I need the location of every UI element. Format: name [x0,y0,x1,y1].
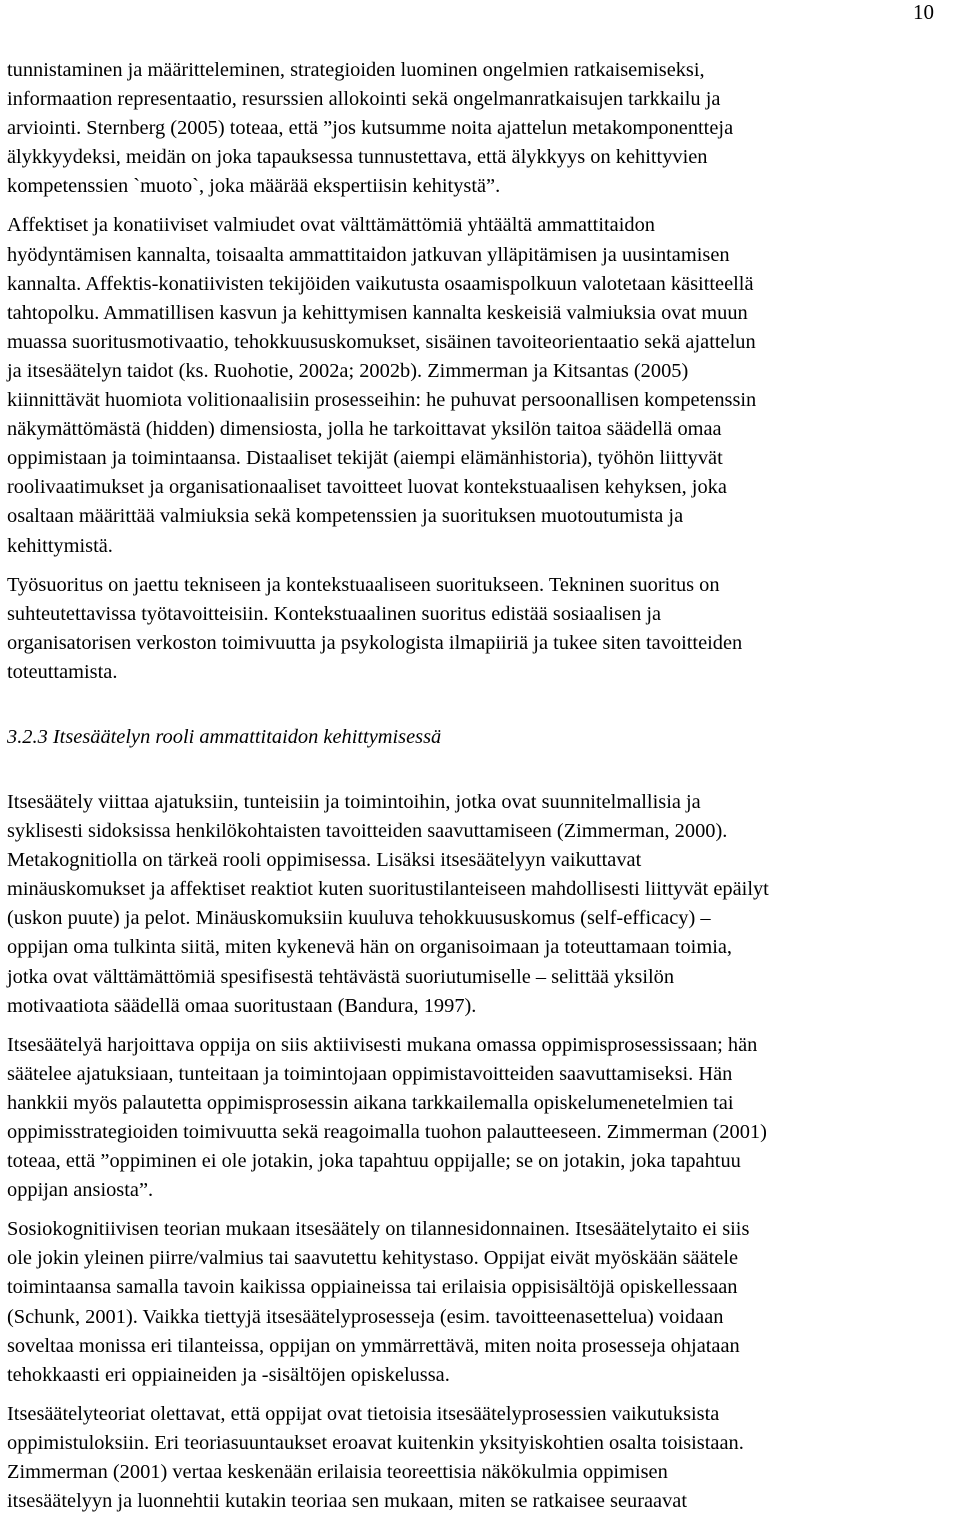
paragraph: Itsesäätelyä harjoittava oppija on siis aktiivisesti mukana omassa oppimisprosessissaan; hän säätelee ajatuksiaan, tunteitaan ja toimintojaan oppimistavoitteiden saavuttamiseksi. Hän hankkii myös palautetta oppimisprosessin aikana tarkkailemalla opiskelumenetelmien tai oppimisstrategioiden toimivuutta sekä reagoimalla tuohon palautteeseen. Zimmerman (2001) toteaa, että ”oppiminen ei ole jotakin, joka tapahtuu oppijalle; se on jotakin, joka tapahtuu oppijan ansiosta”. [7,1033,767,1202]
paragraph: tunnistaminen ja määritteleminen, strategioiden luominen ongelmien ratkaisemiseksi, informaation representaatio, resurssien allokointi sekä ongelmanratkaisujen tarkkailu ja arviointi. Sternberg (2005) toteaa, että ”jos kutsumme noita ajattelun metakomponentteja älykkyydeksi, meidän on joka tapauksessa tunnustettava, että älykkyys on kehittyvien kompetenssien `muoto`, joka määrää ekspertiisin kehitystä”. [7,59,734,198]
paragraph: Sosiokognitiivisen teorian mukaan itsesäätely on tilannesidonnainen. Itsesäätelytaito ei siis ole jokin yleinen piirre/valmius tai saavutettu kehitystaso. Oppijat eivät myöskään säätele toimintaansa samalla tavoin kaikissa oppiaineissa tai erilaisia oppisisältöjä opiskellessaan (Schunk, 2001). Vaikka tiettyjä itsesäätelyprosesseja (esim. tavoitteenasettelua) voidaan soveltaa monissa eri tilanteissa, oppijan on ymmärrettävä, miten noita prosesseja ohjataan tehokkaasti eri oppiaineiden ja -sisältöjen opiskelussa. [7,1218,750,1386]
document-body [7,56,959,1516]
page-number: 10 [913,0,934,24]
paragraph: Itsesäätelyteoriat olettavat, että oppijat ovat tietoisia itsesäätelyprosessien vaikutuksista oppimistuloksiin. Eri teoriasuuntaukset eroavat kuitenkin yksityiskohtien osalta toisistaan. Zimmerman (2001) vertaa keskenään erilaisia teoreettisia näkökulmia oppimisen itsesäätelyyn ja luonnehtii kutakin teoriaa sen mukaan, miten se ratkaisee seuraavat [7,1402,744,1513]
paragraph: Itsesäätely viittaa ajatuksiin, tunteisiin ja toimintoihin, jotka ovat suunnitelmallisia ja syklisesti sidoksissa henkilökohtaisten tavoitteiden saavuttamiseen (Zimmerman, 2000). Metakognitiolla on tärkeä rooli oppimisessa. Lisäksi itsesäätelyyn vaikuttavat minäuskomukset ja affektiset reaktiot kuten suoritustilanteiseen mahdollisesti liittyvät epäilyt (uskon puute) ja pelot. Minäuskomuksiin kuuluva tehokkuususkomus (self-efficacy) – oppijan oma tulkinta siitä, miten kykenevä hän on organisoimaan ja toteuttamaan toimia, jotka ovat välttämättömiä spesifisestä tehtävästä suoriutumiselle – selittää yksilön motivaatiota säädellä omaa suoritustaan (Bandura, 1997). [7,790,769,1017]
paragraph: Affektiset ja konatiiviset valmiudet ovat välttämättömiä yhtäältä ammattitaidon hyödyntämisen kannalta, toisaalta ammattitaidon jatkuvan ylläpitämisen ja uusintamisen kannalta. Affektis-konatiivisten tekijöiden vaikutusta osaamispolkuun valotetaan käsitteellä tahtopolku. Ammatillisen kasvun ja kehittymisen kannalta keskeisiä valmiuksia ovat muun muassa suoritusmotivaatio, tehokkuususkomukset, sisäinen tavoiteorientaatio sekä ajattelun ja itsesäätelyn taidot (ks. Ruohotie, 2002a; 2002b). Zimmerman ja Kitsantas (2005) kiinnittävät huomiota volitionaalisiin prosesseihin: he puhuvat persoonallisen kompetenssin näkymättömästä (hidden) dimensiosta, jolla he tarkoittavat yksilön taitoa säädellä omaa oppimistaan ja toimintaansa. Distaaliset tekijät (aiempi elämänhistoria), työhön liittyvät roolivaatimukset ja organisationaaliset tavoitteet luovat kontekstuaalisen kehyksen, joka osaltaan määrittää valmiuksia sekä kompetenssien ja suorituksen muotoutumista ja kehittymistä. [7,214,757,557]
paragraph: Työsuoritus on jaettu tekniseen ja kontekstuaaliseen suoritukseen. Tekninen suoritus on suhteutettavissa työtavoitteisiin. Kontekstuaalinen suoritus edistää sosiaalisen ja organisatorisen verkoston toimivuutta ja psykologista ilmapiiriä ja tukee siten tavoitteiden toteuttamista. [7,573,743,683]
section-heading: 3.2.3 Itsesäätelyn rooli ammattitaidon kehittymisessä [7,725,442,748]
